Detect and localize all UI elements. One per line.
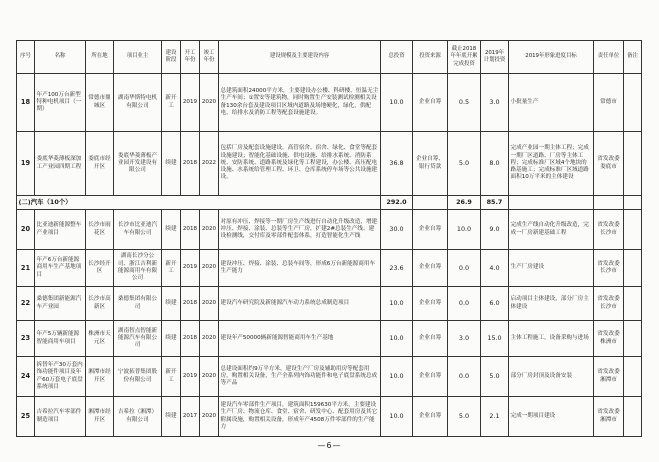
cell-source: 企业自筹 xyxy=(413,74,448,132)
cell-end-year: 2022 xyxy=(200,132,219,196)
category-source xyxy=(413,196,448,210)
cell-end-year: 2020 xyxy=(200,397,219,437)
cell-total-invest: 10.0 xyxy=(381,321,413,357)
cell-plan-2019: 6.0 xyxy=(481,287,509,321)
cell-scale: 对原有冲压、焊接等一期厂房生产线进行自动化升级改造，增建冲压、焊接、涂装、总装等生产厂房，扩建2#总装生产线、建设检测线，交付库及零部件配套体系，打造智能化生产线 xyxy=(219,210,381,250)
cell-name: 拆替年产30万套内饰功能件项目及年产60万套电子底盘系统项目 xyxy=(35,357,86,397)
project-table xyxy=(16,40,642,437)
cell-location: 娄底市经开区 xyxy=(86,132,114,196)
header-owner: 项目业主 xyxy=(114,41,162,74)
cell-remark xyxy=(624,250,642,287)
cell-end-year: 2020 xyxy=(200,74,219,132)
cell-owner: 长沙市比亚迪汽车有限公司 xyxy=(114,210,162,250)
header-unit: 责任单位 xyxy=(594,41,624,74)
cell-scale: 建设汽车零部件生产项目，建筑面积159630平方米，主要建设生产厂房、物流仓库、食堂、宿舍、研发中心、配套用房及其它附属设施，购置相关设备，形成年产4508万件零部件的生产能力 xyxy=(219,397,381,437)
header-location: 所在地 xyxy=(86,41,114,74)
cell-unit: 省发改委长沙市 xyxy=(594,287,624,321)
cell-source: 企业自筹 xyxy=(413,210,448,250)
cell-seq: 22 xyxy=(17,287,35,321)
cell-total-invest: 10.0 xyxy=(381,357,413,397)
cell-owner: 湖南华斯特电机有限公司 xyxy=(114,74,162,132)
table-row xyxy=(17,397,642,437)
cell-source: 企业自筹、银行贷款 xyxy=(413,132,448,196)
cell-name: 比亚迪新能源整车产业项目 xyxy=(35,210,86,250)
header-completed: 截止2018年年底开累完成投资 xyxy=(448,41,481,74)
cell-total-invest: 23.6 xyxy=(381,250,413,287)
cell-unit: 省发改委长沙市 xyxy=(594,210,624,250)
cell-scale: 总建筑面积24000平方米，主要建设办公楼、科研楼、恒温无尘生产车间；①置安等建筑物，同时购置生产安装测试检测相关设备130余台套及建设项目区域内道路及场地硬化，绿化，供配电，给排水及消防工程等配套设施建设。 xyxy=(219,74,381,132)
category-completed: 26.9 xyxy=(448,196,481,210)
cell-owner: 宁波拓普集团股份有限公司 xyxy=(114,357,162,397)
cell-plan-2019: 4.0 xyxy=(481,250,509,287)
cell-start-year: 2018 xyxy=(181,210,200,250)
cell-target-2019: 部分厂房封顶及设备安装 xyxy=(509,357,594,397)
cell-seq: 18 xyxy=(17,74,35,132)
cell-total-invest: 10.0 xyxy=(381,74,413,132)
cell-name: 娄底华菱薄板深加工产业园四期工程 xyxy=(35,132,86,196)
cell-target-2019: 完成产业园一期主体工程；完成一期厂区道路、厂房等主体工程；完成标准厂区域4个地块的路基施工；完成标准厂区域道路面积10万平米的主体建设 xyxy=(509,132,594,196)
cell-location: 长沙市雨花区 xyxy=(86,210,114,250)
cell-remark xyxy=(624,357,642,397)
cell-total-invest: 10.0 xyxy=(381,397,413,437)
cell-phase: 续建 xyxy=(162,210,181,250)
cell-unit: 省发改委株洲市 xyxy=(594,321,624,357)
cell-location: 长沙经开区 xyxy=(86,250,114,287)
header-plan-2019: 2019年计划投资 xyxy=(481,41,509,74)
cell-remark xyxy=(624,287,642,321)
cell-completed: 5.0 xyxy=(448,397,481,437)
cell-completed: 0.0 xyxy=(448,287,481,321)
cell-seq: 24 xyxy=(17,357,35,397)
cell-name: 年产100万台新型特种电机项目（一期） xyxy=(35,74,86,132)
cell-phase: 新开工 xyxy=(162,357,181,397)
category-total-invest: 292.0 xyxy=(381,196,413,210)
cell-name: 年产6万台新能源商用车生产基地项目 xyxy=(35,250,86,287)
cell-target-2019: 完成生产线自动化升级改造，完成一厂房新建基础工程 xyxy=(509,210,594,250)
cell-scale: 总建设面积约9万平方米，建设生产厂房及辅助用房等配套用房，购置相关设备，生产全系列内饰功能件和电子底盘系统总成等产品 xyxy=(219,357,381,397)
cell-completed: 10.0 xyxy=(448,210,481,250)
category-remark xyxy=(624,196,642,210)
cell-start-year: 2018 xyxy=(181,321,200,357)
cell-phase: 续建 xyxy=(162,287,181,321)
cell-location: 湘潭市经开区 xyxy=(86,397,114,437)
cell-phase: 续建 xyxy=(162,397,181,437)
cell-location: 湘潭市经开区 xyxy=(86,357,114,397)
cell-plan-2019: 3.0 xyxy=(481,74,509,132)
cell-name: 吉希拉汽车零部件制造项目 xyxy=(35,397,86,437)
cell-plan-2019: 5.0 xyxy=(481,357,509,397)
cell-phase: 续建 xyxy=(162,132,181,196)
cell-completed: 3.0 xyxy=(448,321,481,357)
cell-remark xyxy=(624,210,642,250)
category-unit xyxy=(594,196,624,210)
cell-start-year: 2018 xyxy=(181,132,200,196)
table-row xyxy=(17,287,642,321)
cell-source: 企业自筹 xyxy=(413,357,448,397)
category-row xyxy=(17,196,642,210)
cell-unit: 省发改委娄底市 xyxy=(594,132,624,196)
cell-total-invest: 30.0 xyxy=(381,210,413,250)
cell-source: 企业自筹 xyxy=(413,250,448,287)
header-phase: 建设阶段 xyxy=(162,41,181,74)
table-row xyxy=(17,357,642,397)
page-number: —6— xyxy=(317,441,342,450)
header-start-year: 开工年份 xyxy=(181,41,200,74)
cell-completed: 0.0 xyxy=(448,250,481,287)
header-end-year: 竣工年份 xyxy=(200,41,219,74)
document-page xyxy=(16,40,641,437)
cell-unit: 省发改委长沙市 xyxy=(594,250,624,287)
cell-location: 长沙市高新区 xyxy=(86,287,114,321)
header-total-invest: 总投资 xyxy=(381,41,413,74)
cell-target-2019: 小批量生产 xyxy=(509,74,594,132)
cell-target-2019: 启动项目主体建设，部分厂房主体建设 xyxy=(509,287,594,321)
cell-end-year: 2020 xyxy=(200,357,219,397)
table-header-row xyxy=(17,41,642,74)
cell-scale: 建设汽车研究院及新能源汽车动力系统总成制造项目 xyxy=(219,287,381,321)
cell-source: 企业自筹 xyxy=(413,287,448,321)
cell-location: 株洲市天元区 xyxy=(86,321,114,357)
cell-unit: 常德市 xyxy=(594,74,624,132)
cell-end-year: 2020 xyxy=(200,250,219,287)
cell-phase: 新开工 xyxy=(162,74,181,132)
cell-source: 企业自筹 xyxy=(413,397,448,437)
cell-scale: 包括厂房及配套设施建设。高管宿舍、宿舍、绿化、食堂等配套设施建设；智能化基础设施、供电设施、给排水系统、消防系统、安防系统、道路系统及绿化等工程建设，办公楼、高压配电设施、水系统给管理工程、环卫、仓库系统停车场等公共设施建设。 xyxy=(219,132,381,196)
cell-target-2019: 完成一期项目建设 xyxy=(509,397,594,437)
cell-owner: 桑德集团有限公司 xyxy=(114,287,162,321)
category-target xyxy=(509,196,594,210)
table-row xyxy=(17,250,642,287)
cell-start-year: 2017 xyxy=(181,397,200,437)
cell-seq: 25 xyxy=(17,397,35,437)
table-row xyxy=(17,321,642,357)
cell-remark xyxy=(624,132,642,196)
cell-owner: 湖南长沙分公司、浙江吉利新能源商用车有限公司 xyxy=(114,250,162,287)
header-target-2019: 2019年形象进度目标 xyxy=(509,41,594,74)
cell-total-invest: 10.0 xyxy=(381,287,413,321)
cell-plan-2019: 8.0 xyxy=(481,132,509,196)
cell-seq: 19 xyxy=(17,132,35,196)
cell-plan-2019: 2.1 xyxy=(481,397,509,437)
cell-owner: 娄底华菱薄板产业园开发建设有限公司 xyxy=(114,132,162,196)
table-row xyxy=(17,210,642,250)
header-remark: 备注 xyxy=(624,41,642,74)
cell-end-year: 2020 xyxy=(200,287,219,321)
cell-location: 常德市鼎城区 xyxy=(86,74,114,132)
category-label: (二)汽车（10个） xyxy=(17,196,381,210)
table-row xyxy=(17,132,642,196)
cell-end-year: 2020 xyxy=(200,210,219,250)
cell-name: 年产5万辆新能源智能商用车项目 xyxy=(35,321,86,357)
cell-plan-2019: 15.0 xyxy=(481,321,509,357)
cell-seq: 23 xyxy=(17,321,35,357)
cell-start-year: 2019 xyxy=(181,250,200,287)
cell-completed: 0.5 xyxy=(448,74,481,132)
cell-seq: 21 xyxy=(17,250,35,287)
cell-remark xyxy=(624,397,642,437)
category-plan-2019: 85.7 xyxy=(481,196,509,210)
cell-start-year: 2019 xyxy=(181,357,200,397)
cell-start-year: 2018 xyxy=(181,287,200,321)
table-row xyxy=(17,74,642,132)
cell-owner: 吉希拉（湘潭）有限公司 xyxy=(114,397,162,437)
header-name: 名称 xyxy=(35,41,86,74)
header-source: 投资来源 xyxy=(413,41,448,74)
cell-unit: 省发改委湘潭市 xyxy=(594,397,624,437)
cell-name: 桑德集团新能源汽车产业园 xyxy=(35,287,86,321)
cell-end-year: 2020 xyxy=(200,321,219,357)
header-seq: 序号 xyxy=(17,41,35,74)
cell-total-invest: 36.8 xyxy=(381,132,413,196)
cell-remark xyxy=(624,74,642,132)
cell-seq: 20 xyxy=(17,210,35,250)
cell-plan-2019: 9.0 xyxy=(481,210,509,250)
cell-completed: 5.0 xyxy=(448,132,481,196)
cell-phase: 新开工 xyxy=(162,250,181,287)
cell-target-2019: 生产厂房建设 xyxy=(509,250,594,287)
cell-phase: 续建 xyxy=(162,321,181,357)
header-scale: 建设规模及主要建设内容 xyxy=(219,41,381,74)
cell-target-2019: 主体工程施工，设备采购与进场 xyxy=(509,321,594,357)
cell-scale: 建设年产50000辆新能源智能商用车生产基地 xyxy=(219,321,381,357)
cell-unit: 省发改委湘潭市 xyxy=(594,357,624,397)
cell-scale: 建设冲压、焊接、涂装、总装车间等，形成6万台新能源商用车生产能力 xyxy=(219,250,381,287)
cell-completed: 0.0 xyxy=(448,357,481,397)
cell-remark xyxy=(624,321,642,357)
cell-source: 企业自筹 xyxy=(413,321,448,357)
cell-owner: 湖南智点智能新能源汽车有限公司 xyxy=(114,321,162,357)
cell-start-year: 2019 xyxy=(181,74,200,132)
